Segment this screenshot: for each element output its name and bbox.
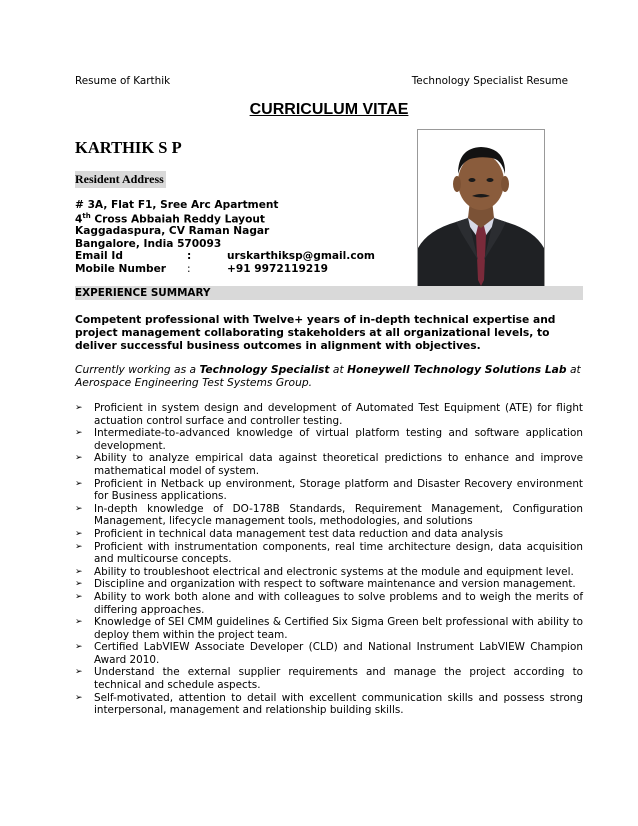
list-item [75, 566, 583, 579]
experience-bullet-list [75, 402, 583, 717]
list-item-text: Proficient in system design and development of Automated Test Equipment (ATE) for flight actuation control surface and controller testing. [94, 402, 583, 427]
list-item [75, 578, 583, 591]
document-title: CURRICULUM VITAE [249, 101, 409, 118]
list-item [75, 692, 583, 717]
list-item [75, 402, 583, 427]
page-header-left: Resume of Karthik [75, 75, 171, 87]
list-item-text: Proficient with instrumentation components, real time architecture design, data acquisition and multicourse concepts. [94, 540, 583, 566]
candidate-name: KARTHIK S P [75, 138, 182, 157]
list-item [75, 591, 583, 616]
profile-photo [417, 129, 545, 294]
arrow-bullet-icon: ➢ [75, 579, 83, 590]
list-item-text: Certified LabVIEW Associate Developer (CLD) and National Instrument LabVIEW Champion Award 2010. [94, 641, 583, 666]
current-mid: at [329, 363, 348, 376]
mobile-row [75, 263, 415, 275]
list-item [75, 641, 583, 666]
arrow-bullet-icon: ➢ [75, 503, 83, 514]
address-line-2-number: 4 [75, 213, 83, 226]
arrow-bullet-icon: ➢ [75, 478, 83, 489]
profile-photo-image [418, 130, 544, 293]
arrow-bullet-icon: ➢ [75, 403, 83, 413]
arrow-bullet-icon: ➢ [75, 667, 83, 678]
list-item-text: Knowledge of SEI CMM guidelines & Certified Six Sigma Green belt professional with ability to deploy them within the project team. [94, 616, 583, 641]
current-suffix: at Aerospace Engineering Test Systems Group. [75, 363, 581, 389]
arrow-bullet-icon: ➢ [75, 642, 83, 653]
experience-heading: EXPERIENCE SUMMARY [75, 287, 211, 299]
current-company: Honeywell Technology Solutions Lab [347, 363, 567, 376]
list-item-text: Understand the external supplier requirements and manage the project according to technical and schedule aspects. [94, 666, 583, 692]
mobile-label: Mobile Number [75, 263, 166, 275]
list-item-text: In-depth knowledge of DO-178B Standards, Requirement Management, Configuration Management, lifecycle management tools, methodologies, and solutions [94, 502, 583, 528]
list-item-text: Self-motivated, attention to detail with excellent communication skills and possess strong interpersonal, management and relationship building skills. [94, 691, 583, 717]
email-colon: : [187, 250, 192, 262]
list-item-text: Discipline and organization with respect to software maintenance and version management. [94, 578, 576, 591]
page-header-right: Technology Specialist Resume [411, 75, 568, 87]
address-line-2 [75, 212, 265, 226]
mobile-value: +91 9972119219 [227, 263, 329, 275]
experience-summary: Competent professional with Twelve+ years of in-depth technical expertise and project management collaborating stakeholders at all organizational levels, to deliver successful business outcomes in alignment with objectives. [75, 313, 556, 352]
email-label: Email Id [75, 250, 123, 262]
arrow-bullet-icon: ➢ [75, 692, 83, 703]
list-item-text: Proficient in Netback up environment, Storage platform and Disaster Recovery environment for Business applications. [94, 477, 583, 503]
arrow-bullet-icon: ➢ [75, 453, 83, 464]
arrow-bullet-icon: ➢ [75, 541, 83, 552]
current-role: Technology Specialist [199, 363, 330, 376]
list-item [75, 452, 583, 477]
list-item-text: Ability to work both alone and with colleagues to solve problems and to weigh the merits of differing approaches. [94, 590, 583, 616]
current-prefix: Currently working as a [75, 363, 200, 376]
list-item [75, 666, 583, 691]
current-position [75, 363, 585, 389]
arrow-bullet-icon: ➢ [75, 428, 83, 439]
arrow-bullet-icon: ➢ [75, 528, 83, 539]
address-line-2-suffix: th [82, 212, 91, 220]
list-item-text: Ability to troubleshoot electrical and electronic systems at the module and equipment level. [94, 565, 574, 578]
address-line-1: # 3A, Flat F1, Sree Arc Apartment [75, 199, 279, 211]
email-row [75, 250, 415, 262]
arrow-bullet-icon: ➢ [75, 591, 83, 602]
address-heading: Resident Address [75, 172, 164, 186]
list-item [75, 503, 583, 528]
arrow-bullet-icon: ➢ [75, 617, 83, 628]
list-item [75, 541, 583, 566]
email-value: urskarthiksp@gmail.com [227, 250, 375, 262]
address-line-2-text: Cross Abbaiah Reddy Layout [90, 213, 265, 226]
address-line-3: Kaggadaspura, CV Raman Nagar [75, 225, 270, 237]
mobile-colon: : [187, 263, 191, 275]
list-item [75, 478, 583, 503]
list-item-text: Proficient in technical data management test data reduction and data analysis [94, 527, 504, 540]
arrow-bullet-icon: ➢ [75, 566, 83, 577]
address-line-4: Bangalore, India 570093 [75, 238, 222, 250]
list-item-text: Intermediate-to-advanced knowledge of virtual platform testing and software application development. [94, 427, 583, 452]
list-item [75, 528, 583, 541]
list-item [75, 427, 583, 452]
list-item [75, 616, 583, 641]
list-item-text: Ability to analyze empirical data against theoretical predictions to enhance and improve mathematical model of system. [94, 452, 583, 477]
